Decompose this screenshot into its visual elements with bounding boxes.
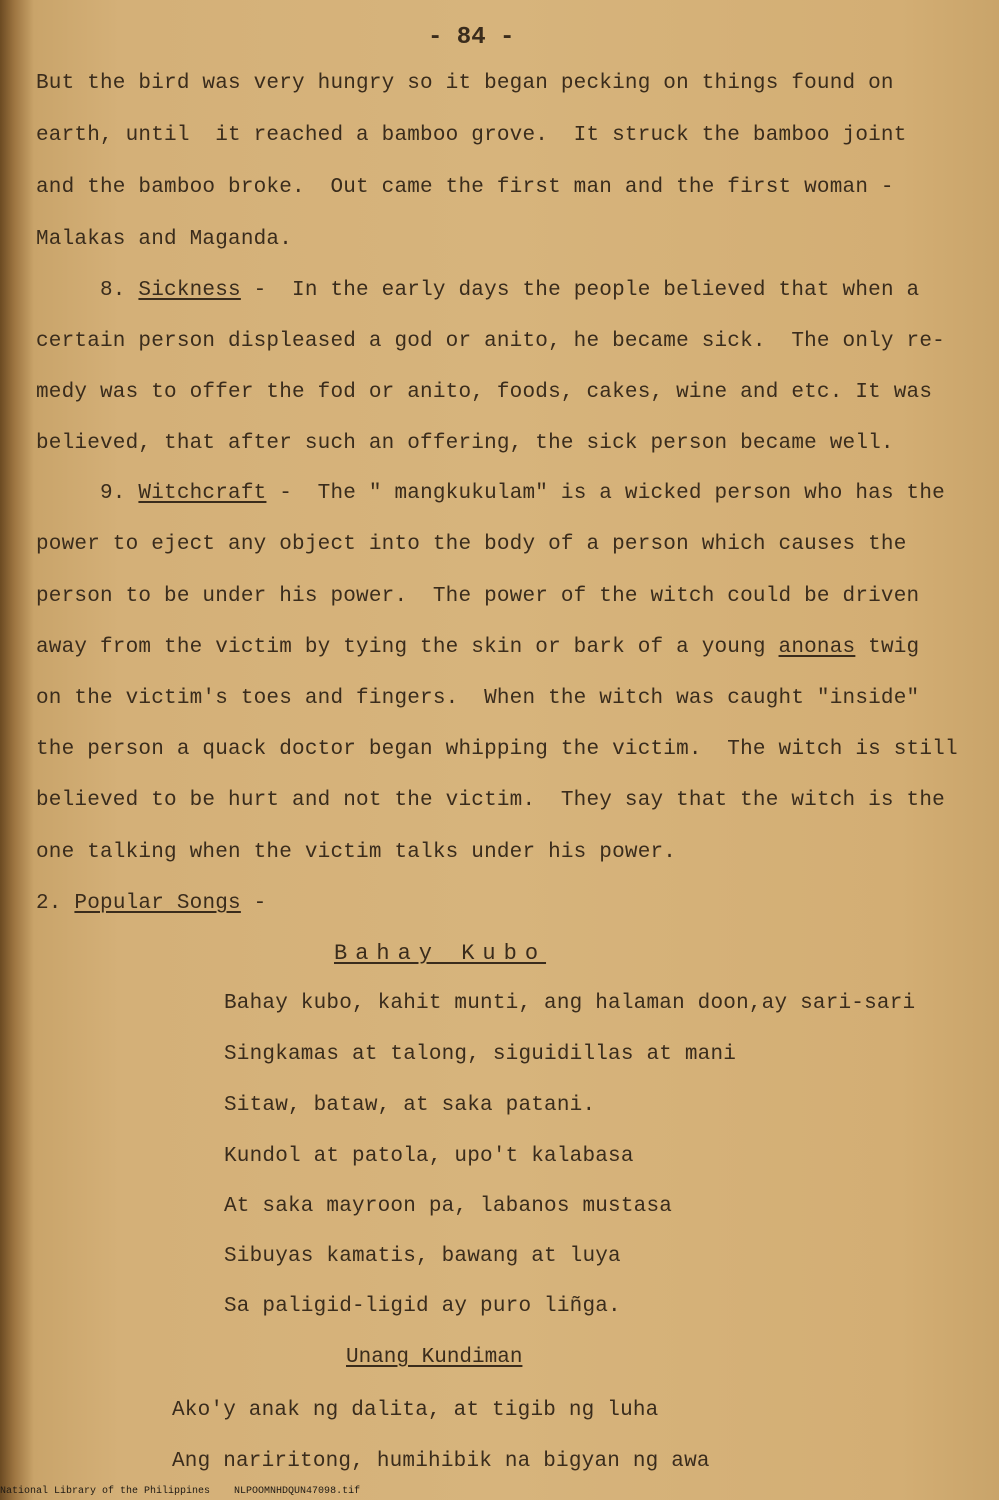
witchcraft-heading: Witchcraft: [138, 482, 267, 505]
song1-line-5: At saka mayroon pa, labanos mustasa: [224, 1195, 673, 1218]
sickness-line-2: certain person displeased a god or anito, he became sick. The only re-: [36, 330, 945, 353]
scan-footer: [0, 1486, 360, 1497]
sickness-heading: Sickness: [138, 279, 241, 302]
footer-filename: NLPOOMNHDQUN47098.tif: [234, 1486, 361, 1497]
song1-line-3: Sitaw, bataw, at saka patani.: [224, 1094, 596, 1117]
song1-line-6: Sibuyas kamatis, bawang at luya: [224, 1245, 621, 1268]
witchcraft-line-5: on the victim's toes and fingers. When the witch was caught "inside": [36, 687, 920, 710]
witchcraft-first-line-text: - The " mangkukulam" is a wicked person who has the: [266, 482, 945, 505]
intro-line-2: earth, until it reached a bamboo grove. It struck the bamboo joint: [36, 124, 907, 147]
witchcraft-line-4-end: twig: [855, 636, 920, 659]
witchcraft-line-7: believed to be hurt and not the victim. They say that the witch is the: [36, 789, 945, 812]
sickness-line-3: medy was to offer the fod or anito, foods, cakes, wine and etc. It was: [36, 381, 933, 404]
section-suffix: -: [240, 892, 267, 915]
footer-library: National Library of the Philippines: [0, 1486, 211, 1497]
song-title-bahay-kubo: Bahay Kubo: [334, 941, 547, 966]
witchcraft-line-8: one talking when the victim talks under his power.: [36, 841, 677, 864]
witchcraft-line-6: the person a quack doctor began whipping the victim. The witch is still: [36, 738, 958, 761]
song1-line-2: Singkamas at talong, siguidillas at mani: [224, 1043, 737, 1066]
witchcraft-line-4-text: away from the victim by tying the skin or bark of a young: [36, 636, 779, 659]
song1-line-1: Bahay kubo, kahit munti, ang halaman doon,ay sari-sari: [224, 992, 916, 1015]
sickness-first-line: [100, 279, 919, 303]
sickness-number: 8.: [100, 279, 126, 302]
section-heading: [36, 892, 266, 916]
song2-line-1: Ako'y anak ng dalita, at tigib ng luha: [172, 1399, 659, 1422]
section-title: Popular Songs: [74, 892, 241, 915]
song1-line-7: Sa paligid-ligid ay puro liñga.: [224, 1295, 621, 1318]
anonas-word: anonas: [778, 636, 856, 659]
intro-line-1: But the bird was very hungry so it began pecking on things found on: [36, 72, 894, 95]
sickness-first-line-text: - In the early days the people believed that when a: [240, 279, 920, 302]
song2-line-2: Ang nariritong, humihibik na bigyan ng awa: [172, 1450, 710, 1473]
page-number: - 84 -: [428, 24, 515, 51]
intro-line-4: Malakas and Maganda.: [36, 228, 293, 251]
witchcraft-first-line: [100, 482, 945, 506]
song-title-unang-kundiman: Unang Kundiman: [346, 1346, 523, 1369]
witchcraft-line-2: power to eject any object into the body of a person which causes the: [36, 533, 907, 556]
witchcraft-number: 9.: [100, 482, 126, 505]
section-number: 2.: [36, 892, 62, 915]
sickness-line-4: believed, that after such an offering, the sick person became well.: [36, 432, 894, 455]
witchcraft-line-3: person to be under his power. The power of the witch could be driven: [36, 585, 920, 608]
witchcraft-line-4: [36, 636, 919, 660]
intro-line-3: and the bamboo broke. Out came the first man and the first woman -: [36, 176, 894, 199]
song1-line-4: Kundol at patola, upo't kalabasa: [224, 1145, 634, 1168]
